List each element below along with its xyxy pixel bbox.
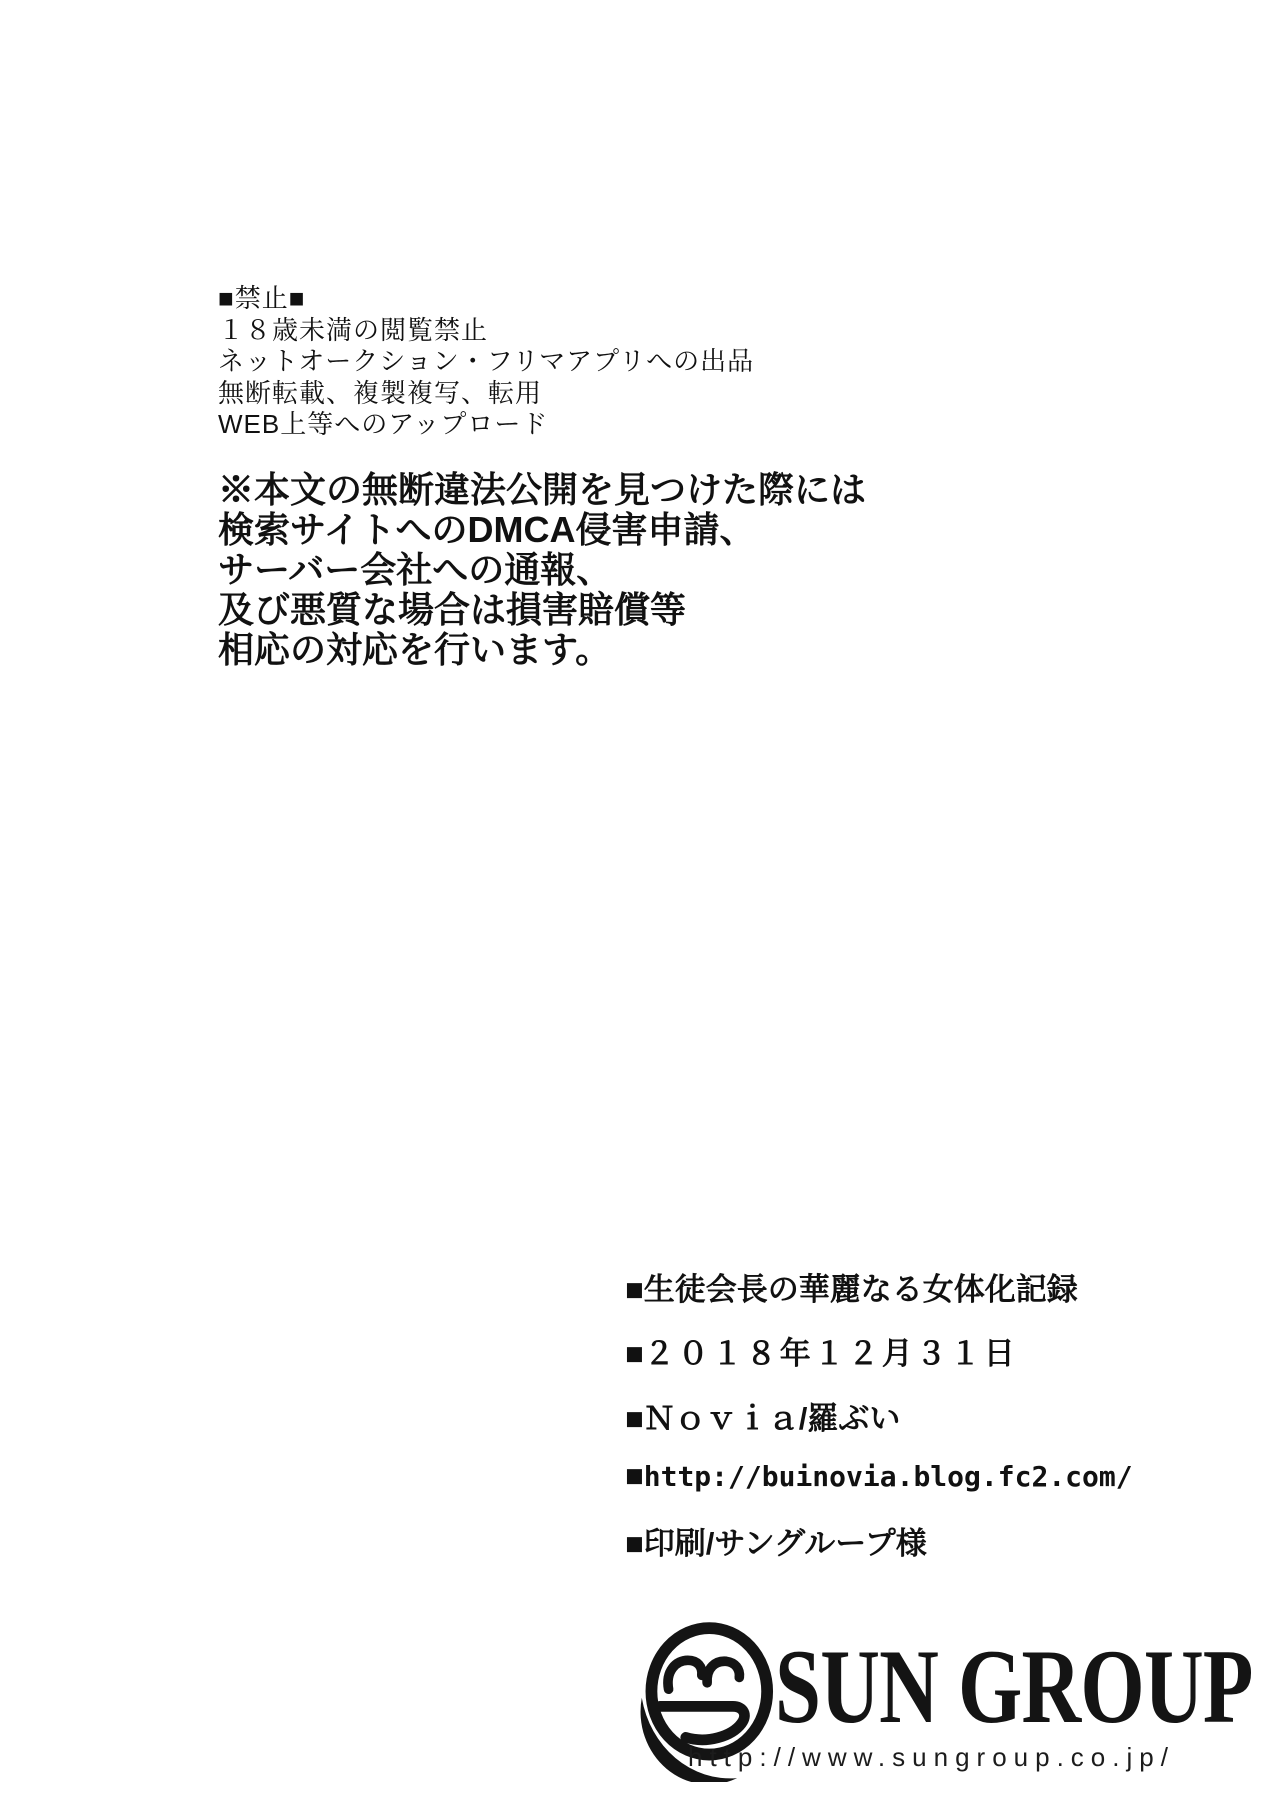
publication-date: ２０１８年１２月３１日: [643, 1336, 1018, 1371]
warning-line: 検索サイトへのDMCA侵害申請、: [218, 509, 756, 550]
prohibition-heading: [218, 283, 754, 315]
colophon-date: [625, 1328, 1018, 1373]
square-bullet-icon: ■: [625, 1272, 644, 1307]
colophon-circle: [625, 1393, 900, 1438]
prohibition-notice: [218, 283, 754, 441]
square-bullet-icon: ■: [625, 1458, 644, 1493]
printer-logo-url: http://www.sungroup.co.jp/: [688, 1742, 1175, 1772]
prohibition-line: １８歳未満の閲覧禁止: [218, 314, 489, 345]
warning-line: サーバー会社への通報、: [218, 549, 613, 590]
warning-line: ※本文の無断違法公開を見つけた際には: [218, 469, 867, 510]
square-bullet-icon: ■: [625, 1401, 644, 1436]
square-bullet-icon: ■: [625, 1336, 644, 1371]
colophon-url: [625, 1458, 1133, 1494]
colophon-title: [625, 1264, 1078, 1309]
prohibition-line: ネットオークション・フリマアプリへの出品: [218, 346, 755, 376]
square-bullet-icon: ■: [625, 1526, 644, 1561]
warning-line: 相応の対応を行います。: [218, 629, 612, 670]
circle-author-name: Ｎｏｖｉａ/羅ぶい: [643, 1401, 901, 1436]
printer-name: 印刷/サングループ様: [643, 1526, 927, 1561]
prohibition-line: 無断転載、複製複写、転用: [218, 377, 543, 408]
author-blog-url: http://buinovia.blog.fc2.com/: [643, 1460, 1133, 1493]
piracy-warning: [218, 470, 866, 670]
colophon-printer: [625, 1518, 927, 1563]
book-title: 生徒会長の華麗なる女体化記録: [643, 1272, 1078, 1307]
warning-line: 及び悪質な場合は損害賠償等: [218, 589, 687, 630]
printer-logo-name: SUN GROUP: [775, 1628, 1253, 1745]
prohibition-heading-text: ■禁止■: [218, 283, 306, 313]
prohibition-line: WEB上等へのアップロード: [218, 409, 549, 439]
